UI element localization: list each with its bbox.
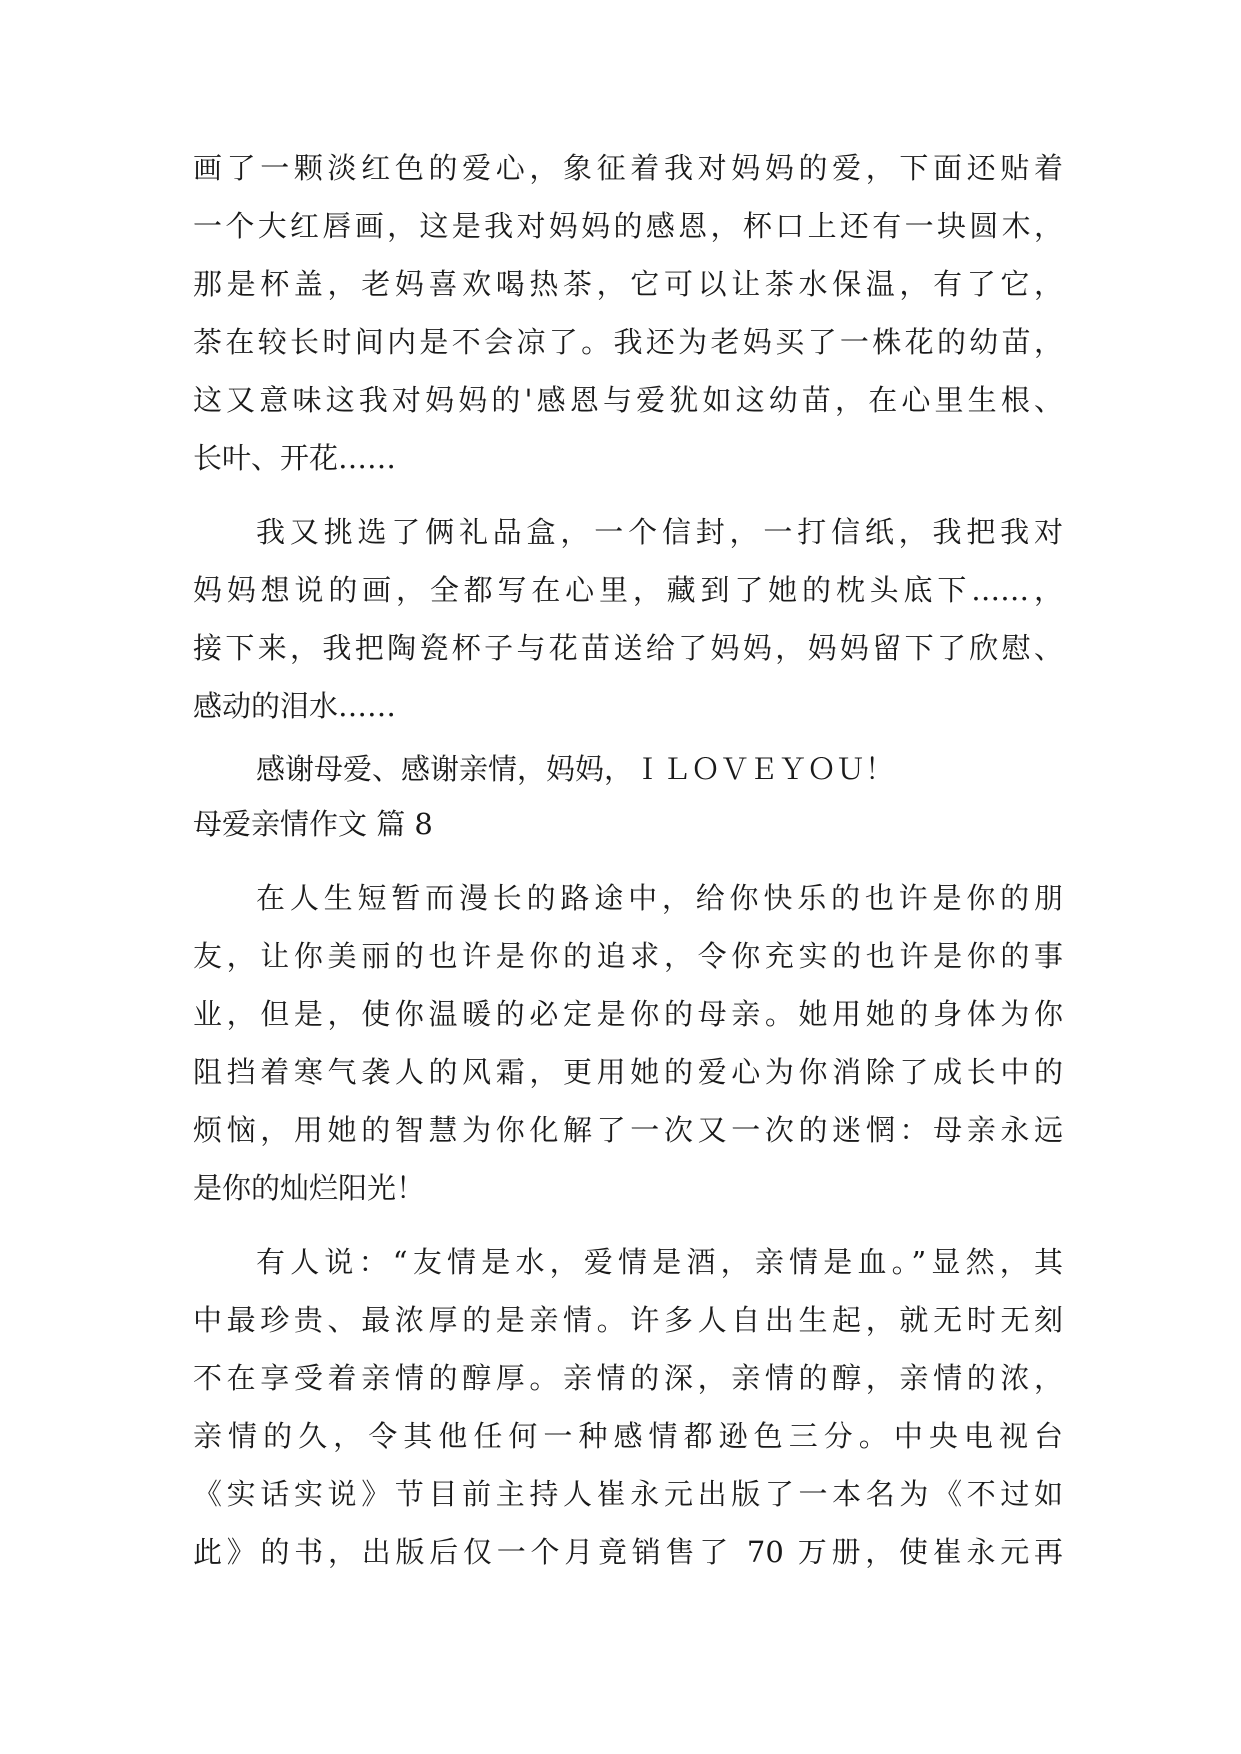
paragraph-6-line-4: 亲情的久，令其他任何一种感情都逊色三分。中央电视台 (193, 1419, 1063, 1453)
paragraph-5-line-6: 是你的灿烂阳光！ (193, 1171, 426, 1205)
paragraph-1-line-6: 长叶、开花…… (193, 441, 397, 475)
paragraph-3-line-1: 感谢母爱、感谢亲情，妈妈，ＩＬＯＶＥＹＯＵ！ (256, 752, 895, 786)
paragraph-2-line-4: 感动的泪水…… (193, 689, 397, 723)
paragraph-5-line-5: 烦恼，用她的智慧为你化解了一次又一次的迷惘：母亲永远 (193, 1113, 1063, 1147)
paragraph-5-line-4: 阻挡着寒气袭人的风霜，更用她的爱心为你消除了成长中的 (193, 1055, 1063, 1089)
paragraph-2-line-3: 接下来，我把陶瓷杯子与花苗送给了妈妈，妈妈留下了欣慰、 (193, 631, 1063, 665)
paragraph-2-line-1: 我又挑选了俩礼品盒，一个信封，一打信纸，我把我对 (256, 515, 1063, 549)
paragraph-6-line-6: 此》的书，出版后仅一个月竟销售了 70 万册，使崔永元再 (193, 1535, 1063, 1569)
paragraph-1-line-5: 这又意味这我对妈妈的'感恩与爱犹如这幼苗，在心里生根、 (193, 383, 1063, 417)
paragraph-6-line-5: 《实话实说》节目前主持人崔永元出版了一本名为《不过如 (193, 1477, 1063, 1511)
paragraph-6-line-2: 中最珍贵、最浓厚的是亲情。许多人自出生起，就无时无刻 (193, 1303, 1063, 1337)
paragraph-2-line-2: 妈妈想说的画，全都写在心里，藏到了她的枕头底下……， (193, 573, 1063, 607)
paragraph-5-line-1: 在人生短暂而漫长的路途中，给你快乐的也许是你的朋 (256, 881, 1063, 915)
paragraph-1-line-2: 一个大红唇画，这是我对妈妈的感恩，杯口上还有一块圆木， (193, 209, 1063, 243)
paragraph-6-line-3: 不在享受着亲情的醇厚。亲情的深，亲情的醇，亲情的浓， (193, 1361, 1063, 1395)
paragraph-1-line-1: 画了一颗淡红色的爱心，象征着我对妈妈的爱，下面还贴着 (193, 151, 1063, 185)
paragraph-1-line-4: 茶在较长时间内是不会凉了。我还为老妈买了一株花的幼苗， (193, 325, 1063, 359)
paragraph-6-line-1: 有人说：“友情是水，爱情是酒，亲情是血。”显然，其 (256, 1245, 1063, 1279)
paragraph-5-line-2: 友，让你美丽的也许是你的追求，令你充实的也许是你的事 (193, 939, 1063, 973)
paragraph-1-line-3: 那是杯盖，老妈喜欢喝热茶，它可以让茶水保温，有了它， (193, 267, 1063, 301)
section-heading: 母爱亲情作文 篇 8 (193, 807, 433, 841)
paragraph-5-line-3: 业，但是，使你温暖的必定是你的母亲。她用她的身体为你 (193, 997, 1063, 1031)
